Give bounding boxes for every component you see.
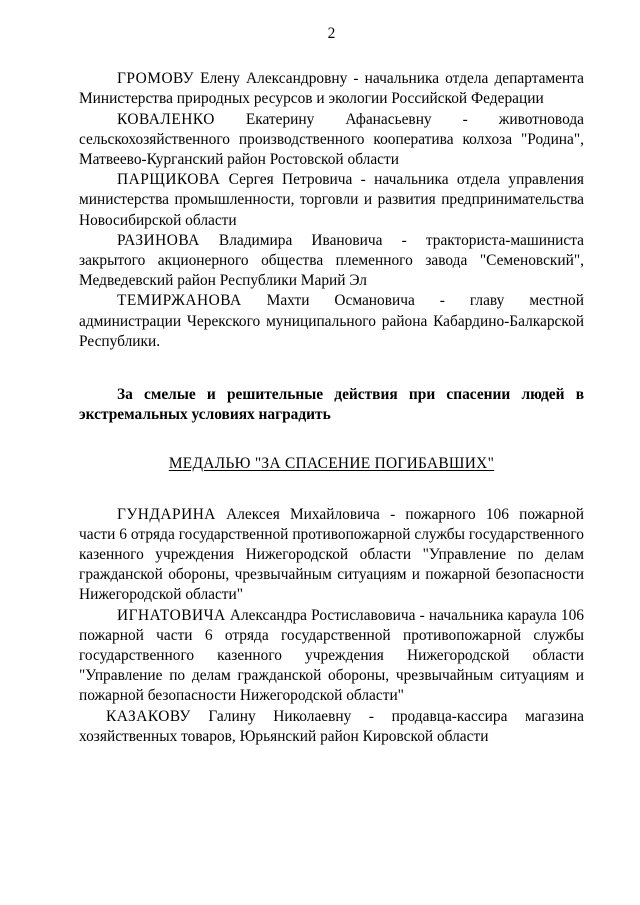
awardee-entry: [79, 170, 584, 231]
awardees-list-1: [79, 69, 584, 352]
awardee-entry: [79, 231, 584, 292]
awardee-description: Галину Николаевну - продавца-кассира магазина хозяйственных товаров, Юрьянский район Кировской области: [79, 707, 584, 745]
page-number: 2: [327, 25, 336, 42]
awardee-name: РАЗИНОВА: [117, 231, 200, 249]
awardee-description: Екатерину Афанасьевну - животновода сельскохозяйственного производственного кооператива колхоза "Родина", Матвеево-Курганский район Ростовской области: [79, 110, 584, 169]
awardee-description: Владимира Ивановича - тракториста-машиниста закрытого акционерного общества племенного завода "Семеновский", Медведевский район Республики Марий Эл: [79, 231, 584, 290]
awardee-description: Елену Александровну - начальника отдела департамента Министерства природных ресурсов и экологии Российской Федерации: [79, 70, 584, 108]
awardee-entry: [79, 69, 584, 109]
medal-title: МЕДАЛЬЮ "ЗА СПАСЕНИЕ ПОГИБАВШИХ": [168, 455, 495, 473]
awardee-name: КОВАЛЕНКО: [117, 110, 215, 128]
awardees-list-2: [79, 505, 584, 747]
awardee-name: ТЕМИРЖАНОВА: [117, 292, 242, 310]
awardee-entry: [79, 110, 584, 171]
awardee-description: Махти Османовича - главу местной администрации Черекского муниципального района Кабардино-Балкарской Республики.: [79, 292, 584, 350]
awardee-name: ГУНДАРИНА: [117, 505, 216, 523]
decree-statement: За смелые и решительные действия при спасении людей в экстремальных условиях наградить: [79, 386, 584, 424]
awardee-entry: [79, 606, 584, 707]
awardee-entry: [79, 707, 584, 747]
awardee-description: Александра Ростиславовича - начальника караула 106 пожарной части 6 отряда государственной противопожарной службы государственного казенного учреждения Нижегородской области "Управление по делам гражданской обороны, чрезвычайным ситуациям и пожарной безопасности Нижегородской области": [79, 606, 584, 705]
awardee-name: КАЗАКОВУ: [106, 707, 191, 725]
awardee-name: ГРОМОВУ: [117, 70, 194, 88]
awardee-entry: [79, 291, 584, 352]
awardee-name: ИГНАТОВИЧА: [117, 606, 226, 624]
awardee-entry: [79, 505, 584, 606]
awardee-description: Алексея Михайловича - пожарного 106 пожарной части 6 отряда государственной противопожарной службы государственного казенного учреждения Нижегородской области "Управление по делам гражданской обороны, чрезвычайным ситуациям и пожарной безопасности Нижегородской области": [79, 505, 584, 604]
awardee-description: Сергея Петровича - начальника отдела управления министерства промышленности, торговли и развития предпринимательства Новосибирской области: [79, 171, 584, 229]
awardee-name: ПАРЩИКОВА: [117, 171, 221, 189]
